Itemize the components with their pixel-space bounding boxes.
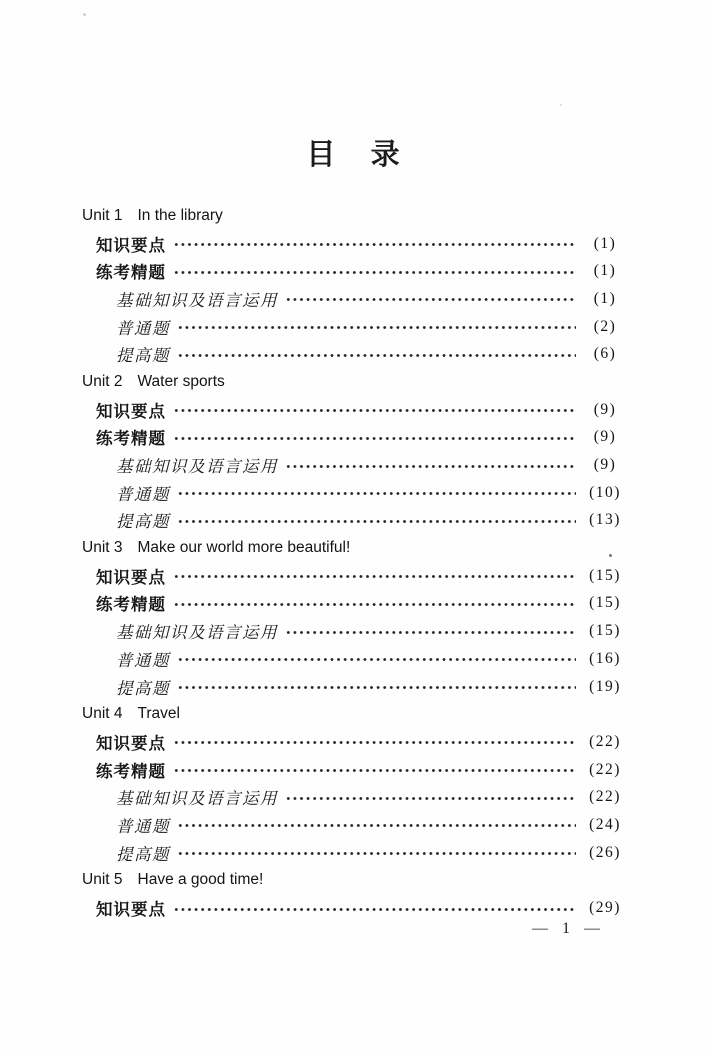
unit-label: Unit 3 [82, 539, 123, 557]
toc-entry-label: 普通题 [116, 484, 170, 504]
toc-entry-label: 知识要点 [96, 900, 166, 920]
dotted-leader [173, 270, 576, 275]
toc-entry-page: (13) [589, 511, 621, 529]
dotted-leader [177, 823, 576, 828]
toc-entry-page: (6) [593, 345, 617, 363]
dotted-leader [173, 436, 576, 441]
dotted-leader [173, 768, 576, 773]
toc-entry [82, 783, 625, 811]
dotted-leader [173, 408, 576, 413]
toc-entry-page: (15) [589, 594, 621, 612]
unit-label: Unit 5 [82, 871, 123, 889]
toc-entry [82, 673, 625, 701]
toc-entry-label: 基础知识及语言运用 [116, 457, 278, 477]
toc-entry-page: (22) [589, 760, 621, 778]
toc-unit-header [82, 534, 625, 562]
dotted-leader [285, 630, 576, 635]
toc-entry [82, 645, 625, 673]
toc-entry-page: (29) [589, 899, 621, 917]
toc-entry [82, 756, 625, 784]
toc-entry-page: (22) [589, 732, 621, 750]
toc-unit-header [82, 700, 625, 728]
dotted-leader [177, 491, 576, 496]
toc-entry-label: 知识要点 [96, 733, 166, 753]
dotted-leader [173, 602, 576, 607]
page-content [82, 0, 625, 922]
toc-entry-page: (10) [589, 483, 621, 501]
dotted-leader [177, 353, 576, 358]
dotted-leader [285, 464, 576, 469]
dotted-leader [285, 297, 576, 302]
toc-entry-label: 知识要点 [96, 401, 166, 421]
toc-entry [82, 811, 625, 839]
toc-entry-page: (15) [589, 566, 621, 584]
dotted-leader [177, 325, 576, 330]
page-title: 目 录 [306, 139, 401, 171]
unit-title: Travel [137, 705, 180, 723]
dotted-leader [177, 519, 576, 524]
toc-entry-label: 知识要点 [96, 567, 166, 587]
dotted-leader [173, 907, 576, 912]
toc-entry-label: 普通题 [116, 650, 170, 670]
toc-entry-page: (15) [589, 622, 621, 640]
toc-entry [82, 839, 625, 867]
unit-title: In the library [137, 206, 223, 224]
toc-entry-page: (24) [589, 815, 621, 833]
toc-list [82, 202, 625, 922]
toc-entry [82, 562, 625, 590]
unit-title: Make our world more beautiful! [137, 539, 351, 557]
toc-entry-page: (1) [593, 234, 617, 252]
toc-entry-page: (1) [593, 289, 617, 307]
toc-entry [82, 396, 625, 424]
toc-entry [82, 479, 625, 507]
dotted-leader [173, 574, 576, 579]
unit-title: Water sports [137, 372, 225, 390]
toc-entry-label: 练考精题 [96, 263, 166, 283]
dotted-leader [177, 657, 576, 662]
toc-entry-page: (9) [593, 400, 617, 418]
unit-title: Have a good time! [137, 871, 264, 889]
toc-entry [82, 894, 625, 922]
toc-entry [82, 590, 625, 618]
toc-entry-label: 基础知识及语言运用 [116, 789, 278, 809]
toc-entry-page: (19) [589, 677, 621, 695]
dotted-leader [285, 796, 576, 801]
toc-entry-label: 提高题 [116, 346, 170, 366]
toc-entry-label: 基础知识及语言运用 [116, 623, 278, 643]
dotted-leader [173, 740, 576, 745]
toc-entry-page: (26) [589, 843, 621, 861]
toc-entry [82, 340, 625, 368]
toc-entry-label: 练考精题 [96, 761, 166, 781]
toc-entry [82, 230, 625, 258]
toc-entry [82, 257, 625, 285]
toc-entry [82, 728, 625, 756]
toc-entry-page: (2) [593, 317, 617, 335]
toc-entry-page: (16) [589, 649, 621, 667]
toc-entry-label: 提高题 [116, 844, 170, 864]
toc-unit-header [82, 202, 625, 230]
toc-entry-label: 练考精题 [96, 429, 166, 449]
toc-entry [82, 313, 625, 341]
toc-entry-label: 普通题 [116, 816, 170, 836]
page-number-footer: — 1 — [532, 920, 601, 937]
dotted-leader [177, 851, 576, 856]
dotted-leader [177, 685, 576, 690]
dotted-leader [173, 242, 576, 247]
unit-label: Unit 1 [82, 206, 123, 224]
toc-unit-header [82, 867, 625, 895]
toc-entry-label: 普通题 [116, 318, 170, 338]
toc-entry [82, 507, 625, 535]
toc-entry [82, 285, 625, 313]
toc-entry [82, 617, 625, 645]
toc-entry-page: (22) [589, 788, 621, 806]
toc-entry-label: 基础知识及语言运用 [116, 290, 278, 310]
toc-entry [82, 424, 625, 452]
unit-label: Unit 2 [82, 372, 123, 390]
toc-entry-page: (9) [593, 428, 617, 446]
unit-label: Unit 4 [82, 705, 123, 723]
toc-entry-label: 提高题 [116, 678, 170, 698]
toc-entry-label: 练考精题 [96, 595, 166, 615]
toc-entry-label: 提高题 [116, 512, 170, 532]
toc-entry-label: 知识要点 [96, 235, 166, 255]
toc-unit-header [82, 368, 625, 396]
toc-entry [82, 451, 625, 479]
toc-entry-page: (1) [593, 262, 617, 280]
toc-entry-page: (9) [593, 456, 617, 474]
